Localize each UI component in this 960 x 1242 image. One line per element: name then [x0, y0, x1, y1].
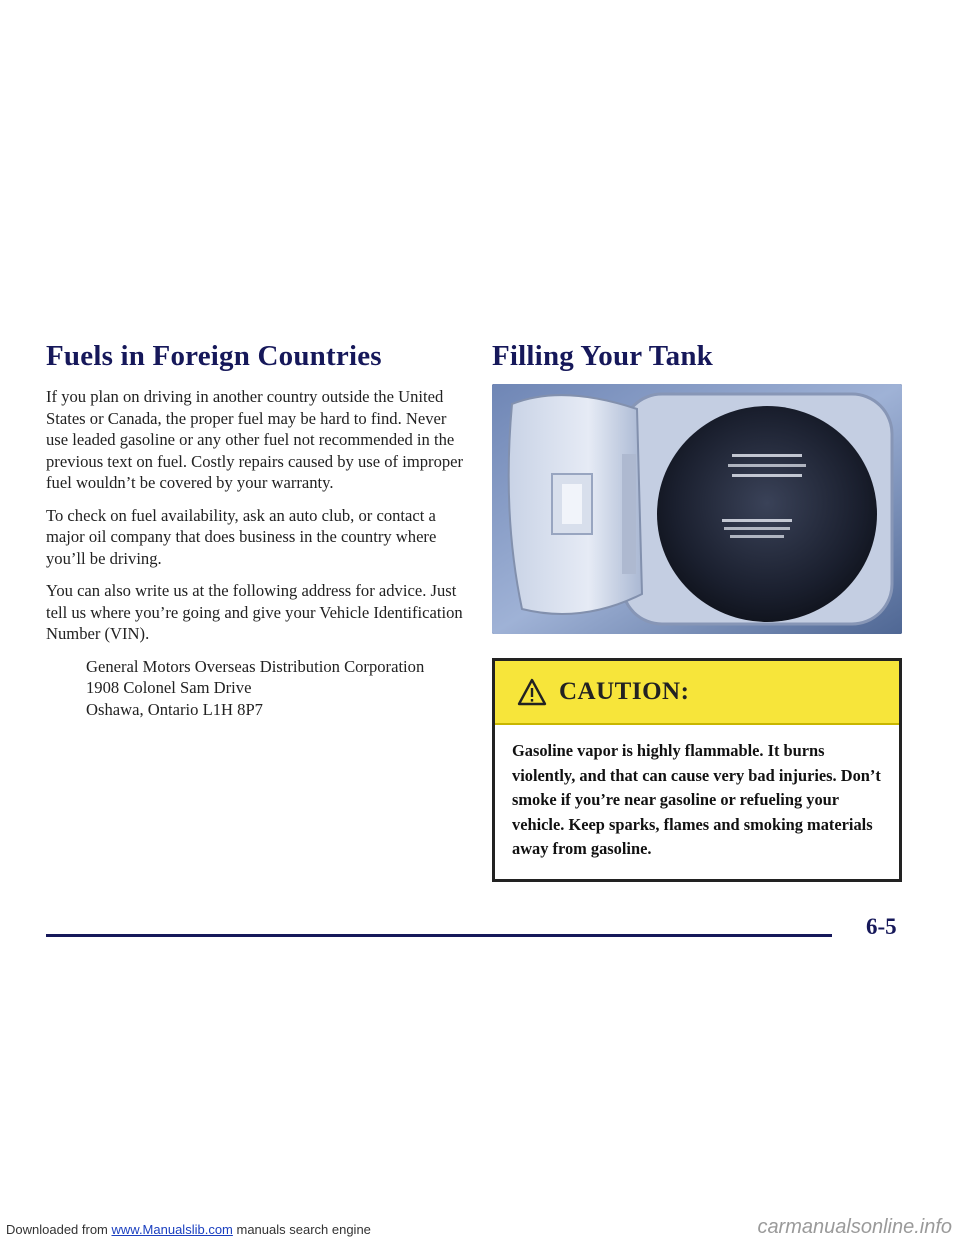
warning-triangle-icon: [517, 678, 547, 706]
caution-header: [495, 661, 899, 725]
fuel-door-photo: [492, 384, 902, 634]
download-footer: [6, 1222, 371, 1237]
footer-rule: [46, 934, 832, 937]
fuel-door-image: [492, 384, 902, 634]
footer-suffix: manuals search engine: [232, 1222, 371, 1237]
address-line: General Motors Overseas Distribution Corporation: [86, 656, 425, 676]
manualslib-link[interactable]: www.Manualslib.com: [111, 1222, 233, 1237]
caution-text: Gasoline vapor is highly flammable. It burns violently, and that can cause very bad injuries. Don’t smoke if you’re near gasoline or refueling your vehicle. Keep sparks, flames and smoking materials away from gasoline.: [512, 741, 881, 858]
caution-title: CAUTION:: [559, 678, 690, 705]
filling-tank-section: [492, 340, 906, 858]
footer-prefix: Downloaded from: [6, 1222, 112, 1237]
paragraph-write-us: You can also write us at the following address for advice. Just tell us where you’re going and give your Vehicle Identification Number (VIN).: [46, 581, 463, 643]
mailing-address: [86, 656, 466, 721]
caution-box: [492, 658, 902, 882]
paragraph-proper-fuel: If you plan on driving in another country outside the United States or Canada, the proper fuel may be hard to find. Never use leaded gasoline or any other fuel not recommended in the previous text on fuel. Costly repairs caused by use of improper fuel wouldn’t be covered by your warranty.: [46, 387, 464, 492]
site-watermark: carmanualsonline.info: [757, 1216, 952, 1238]
fuels-foreign-section: [46, 340, 466, 720]
section-title-filling-tank: Filling Your Tank: [492, 340, 714, 372]
address-line: 1908 Colonel Sam Drive: [86, 678, 252, 697]
address-line: Oshawa, Ontario L1H 8P7: [86, 699, 263, 719]
page-number: 6-5: [866, 914, 897, 939]
section-title-fuels-foreign: Fuels in Foreign Countries: [46, 340, 382, 372]
paragraph-fuel-availability: To check on fuel availability, ask an auto club, or contact a major oil company that does business in the country where you’ll be driving.: [46, 505, 437, 568]
